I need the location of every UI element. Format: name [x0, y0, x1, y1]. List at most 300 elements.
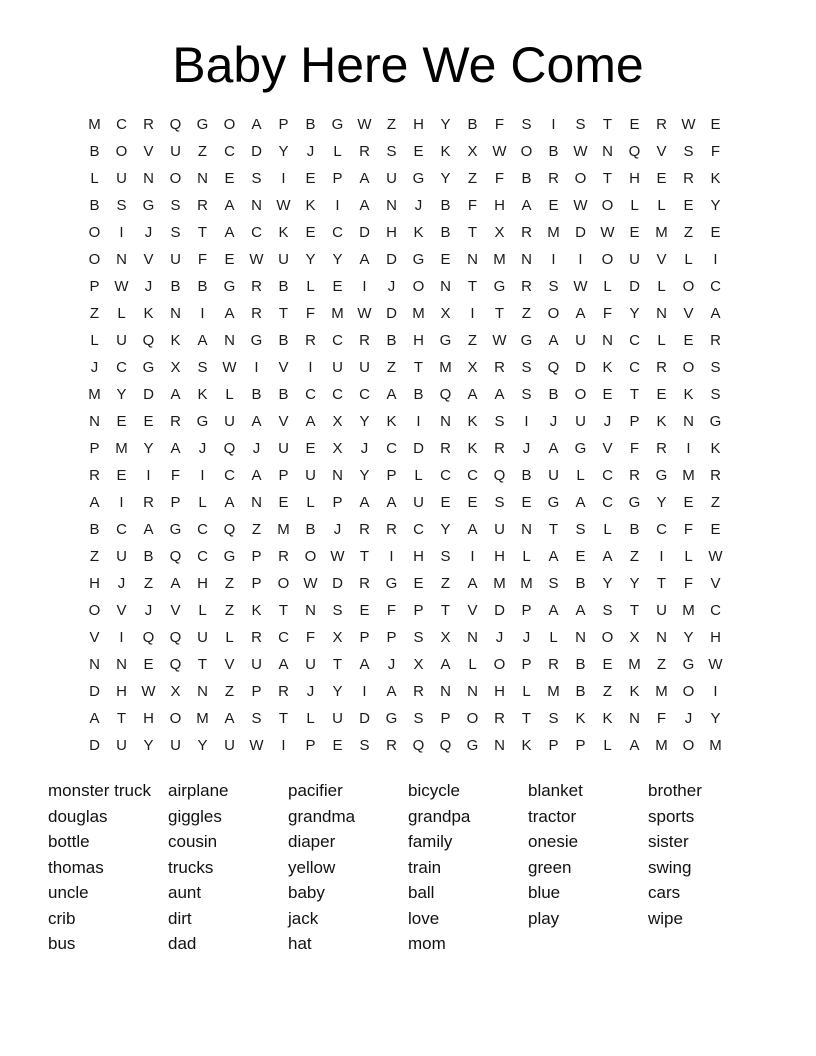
- grid-letter: R: [278, 548, 289, 565]
- word-list-item: blanket: [528, 781, 583, 800]
- grid-letter: L: [225, 386, 234, 403]
- grid-row: [81, 273, 729, 300]
- grid-letter: T: [467, 278, 478, 295]
- grid-letter: Y: [710, 197, 721, 214]
- grid-letter: B: [89, 197, 100, 214]
- grid-letter: O: [493, 656, 506, 673]
- grid-letter: G: [250, 332, 263, 349]
- grid-row: [81, 462, 729, 489]
- word-list-item: baby: [288, 883, 325, 902]
- grid-letter: M: [655, 737, 668, 754]
- grid-letter: U: [170, 251, 181, 268]
- grid-letter: L: [90, 332, 99, 349]
- grid-letter: H: [413, 116, 424, 133]
- grid-letter: G: [466, 737, 479, 754]
- grid-letter: R: [278, 683, 289, 700]
- grid-letter: J: [684, 710, 693, 727]
- grid-letter: J: [495, 629, 504, 646]
- grid-letter: Z: [467, 170, 478, 187]
- grid-letter: P: [278, 467, 289, 484]
- grid-letter: H: [116, 683, 127, 700]
- grid-letter: T: [521, 710, 532, 727]
- grid-letter: C: [602, 467, 613, 484]
- grid-letter: A: [224, 197, 235, 214]
- grid-letter: A: [197, 332, 208, 349]
- grid-letter: L: [603, 521, 612, 538]
- grid-letter: X: [413, 656, 424, 673]
- grid-letter: L: [603, 737, 612, 754]
- grid-letter: R: [548, 656, 559, 673]
- grid-letter: F: [602, 305, 613, 322]
- grid-letter: S: [170, 197, 181, 214]
- grid-letter: T: [656, 575, 667, 592]
- grid-letter: E: [440, 494, 451, 511]
- grid-letter: T: [413, 359, 424, 376]
- grid-letter: U: [116, 332, 127, 349]
- grid-letter: G: [655, 467, 668, 484]
- grid-letter: E: [143, 413, 154, 430]
- grid-letter: I: [200, 305, 205, 322]
- grid-letter: Y: [278, 143, 289, 160]
- grid-letter: Y: [710, 710, 721, 727]
- grid-letter: A: [224, 224, 235, 241]
- grid-letter: G: [574, 440, 587, 457]
- word-list-item: uncle: [48, 883, 89, 902]
- grid-letter: U: [575, 332, 586, 349]
- grid-letter: C: [629, 359, 640, 376]
- grid-letter: J: [144, 602, 153, 619]
- grid-letter: Y: [143, 440, 154, 457]
- grid-letter: T: [278, 305, 289, 322]
- grid-letter: E: [224, 251, 235, 268]
- grid-letter: N: [170, 305, 181, 322]
- grid-letter: H: [197, 575, 208, 592]
- grid-letter: A: [548, 332, 559, 349]
- grid-letter: J: [306, 683, 315, 700]
- grid-letter: S: [683, 143, 694, 160]
- grid-letter: B: [197, 278, 208, 295]
- grid-letter: R: [494, 359, 505, 376]
- grid-letter: K: [251, 602, 262, 619]
- grid-letter: E: [575, 548, 586, 565]
- grid-letter: M: [493, 575, 506, 592]
- grid-letter: Y: [602, 575, 613, 592]
- grid-letter: E: [683, 494, 694, 511]
- grid-letter: K: [602, 359, 613, 376]
- grid-letter: I: [281, 170, 286, 187]
- grid-letter: N: [629, 710, 640, 727]
- grid-letter: T: [548, 521, 559, 538]
- grid-letter: B: [629, 521, 640, 538]
- grid-letter: Q: [142, 332, 155, 349]
- page-title: Baby Here We Come: [172, 37, 644, 93]
- grid-letter: G: [547, 494, 560, 511]
- grid-letter: A: [359, 494, 370, 511]
- grid-letter: O: [520, 143, 533, 160]
- grid-letter: V: [602, 440, 613, 457]
- word-list-item: dad: [168, 934, 197, 953]
- grid-letter: K: [305, 197, 316, 214]
- grid-letter: R: [548, 170, 559, 187]
- grid-letter: D: [251, 143, 262, 160]
- grid-letter: Y: [629, 305, 640, 322]
- grid-letter: W: [330, 548, 345, 565]
- grid-letter: W: [249, 251, 264, 268]
- grid-letter: E: [305, 440, 316, 457]
- grid-letter: W: [573, 197, 588, 214]
- grid-letter: V: [467, 602, 478, 619]
- grid-letter: M: [196, 710, 209, 727]
- grid-letter: I: [389, 548, 394, 565]
- grid-letter: L: [522, 548, 531, 565]
- grid-letter: H: [494, 683, 505, 700]
- grid-letter: A: [494, 386, 505, 403]
- grid-letter: P: [575, 737, 586, 754]
- grid-letter: A: [251, 467, 262, 484]
- grid-letter: E: [629, 116, 640, 133]
- word-list-item: ball: [408, 883, 435, 902]
- grid-letter: A: [224, 494, 235, 511]
- grid-letter: G: [493, 278, 506, 295]
- grid-letter: M: [709, 737, 722, 754]
- grid-letter: C: [116, 521, 127, 538]
- grid-letter: Y: [332, 683, 343, 700]
- grid-letter: G: [709, 413, 722, 430]
- grid-letter: H: [413, 548, 424, 565]
- grid-letter: N: [116, 656, 127, 673]
- grid-letter: N: [521, 521, 532, 538]
- grid-letter: G: [331, 116, 344, 133]
- grid-letter: U: [116, 170, 127, 187]
- grid-letter: S: [548, 278, 559, 295]
- grid-letter: P: [278, 116, 289, 133]
- grid-letter: O: [277, 575, 290, 592]
- grid-letter: S: [521, 386, 532, 403]
- grid-letter: R: [683, 170, 694, 187]
- grid-letter: B: [575, 656, 586, 673]
- grid-letter: Z: [197, 143, 208, 160]
- grid-row: [81, 381, 729, 408]
- grid-letter: G: [412, 170, 425, 187]
- grid-letter: J: [252, 440, 261, 457]
- grid-letter: M: [547, 683, 560, 700]
- grid-letter: B: [278, 332, 289, 349]
- grid-letter: C: [440, 467, 451, 484]
- grid-letter: S: [521, 116, 532, 133]
- grid-letter: G: [520, 332, 533, 349]
- word-list-item: mom: [408, 934, 446, 953]
- word-list-item: green: [528, 857, 572, 877]
- grid-row: [81, 111, 729, 138]
- grid-letter: M: [412, 305, 425, 322]
- grid-letter: N: [656, 305, 667, 322]
- grid-letter: R: [170, 413, 181, 430]
- grid-letter: C: [251, 224, 262, 241]
- grid-letter: C: [332, 386, 343, 403]
- grid-letter: K: [197, 386, 208, 403]
- grid-letter: T: [332, 656, 343, 673]
- grid-letter: E: [278, 494, 289, 511]
- grid-letter: F: [494, 170, 505, 187]
- grid-letter: T: [602, 116, 613, 133]
- grid-letter: L: [549, 629, 558, 646]
- grid-letter: X: [467, 143, 478, 160]
- grid-letter: U: [305, 467, 316, 484]
- grid-letter: F: [629, 440, 640, 457]
- grid-letter: O: [169, 710, 182, 727]
- grid-letter: M: [628, 656, 641, 673]
- grid-letter: R: [251, 629, 262, 646]
- grid-letter: S: [251, 710, 262, 727]
- grid-letter: T: [494, 305, 505, 322]
- word-list-item: sister: [648, 832, 689, 851]
- grid-letter: N: [656, 629, 667, 646]
- grid-letter: N: [332, 467, 343, 484]
- grid-letter: C: [116, 359, 127, 376]
- grid-letter: I: [362, 683, 367, 700]
- grid-letter: A: [278, 656, 289, 673]
- grid-letter: U: [332, 710, 343, 727]
- grid-row: [81, 246, 729, 273]
- grid-letter: Z: [602, 683, 613, 700]
- grid-letter: G: [223, 548, 236, 565]
- grid-letter: B: [467, 116, 478, 133]
- grid-letter: R: [413, 683, 424, 700]
- grid-letter: D: [575, 359, 586, 376]
- grid-row: [81, 165, 729, 192]
- word-list-item: train: [408, 857, 442, 877]
- grid-letter: T: [629, 602, 640, 619]
- grid-letter: A: [521, 197, 532, 214]
- grid-letter: Q: [412, 737, 425, 754]
- word-list-item: sports: [648, 806, 695, 826]
- grid-letter: N: [440, 413, 451, 430]
- grid-letter: A: [170, 386, 181, 403]
- word-list-item: cars: [648, 883, 681, 902]
- grid-letter: D: [386, 251, 397, 268]
- grid-letter: L: [657, 197, 666, 214]
- grid-letter: T: [278, 710, 289, 727]
- grid-letter: X: [170, 683, 181, 700]
- grid-letter: E: [602, 386, 613, 403]
- grid-letter: S: [602, 602, 613, 619]
- grid-letter: L: [576, 467, 585, 484]
- word-list-item: thomas: [48, 857, 104, 877]
- grid-letter: B: [575, 683, 586, 700]
- grid-letter: Z: [224, 575, 235, 592]
- grid-letter: H: [413, 332, 424, 349]
- grid-letter: D: [332, 575, 343, 592]
- grid-letter: N: [197, 170, 208, 187]
- grid-letter: O: [601, 197, 614, 214]
- grid-letter: N: [467, 629, 478, 646]
- grid-row: [81, 327, 729, 354]
- grid-letter: S: [494, 494, 505, 511]
- word-list-item: giggles: [168, 806, 222, 826]
- grid-letter: X: [629, 629, 640, 646]
- grid-letter: A: [548, 548, 559, 565]
- grid-letter: E: [521, 494, 532, 511]
- grid-row: [81, 624, 729, 651]
- grid-letter: R: [521, 224, 532, 241]
- grid-letter: L: [90, 170, 99, 187]
- grid-letter: T: [278, 602, 289, 619]
- grid-letter: A: [548, 602, 559, 619]
- grid-letter: C: [656, 521, 667, 538]
- grid-letter: N: [305, 602, 316, 619]
- grid-letter: P: [251, 683, 262, 700]
- grid-letter: Y: [359, 467, 370, 484]
- grid-letter: Q: [223, 521, 236, 538]
- grid-letter: U: [251, 656, 262, 673]
- grid-letter: M: [277, 521, 290, 538]
- grid-letter: L: [684, 548, 693, 565]
- grid-letter: Z: [143, 575, 154, 592]
- grid-letter: Z: [683, 224, 694, 241]
- grid-letter: Y: [116, 386, 127, 403]
- grid-letter: U: [305, 656, 316, 673]
- grid-letter: F: [305, 305, 316, 322]
- grid-letter: I: [659, 548, 664, 565]
- grid-letter: K: [656, 413, 667, 430]
- grid-letter: P: [629, 413, 640, 430]
- grid-letter: U: [170, 737, 181, 754]
- grid-letter: N: [143, 170, 154, 187]
- grid-letter: U: [548, 467, 559, 484]
- grid-letter: Q: [223, 440, 236, 457]
- grid-letter: P: [251, 575, 262, 592]
- grid-letter: Z: [440, 575, 451, 592]
- grid-letter: A: [386, 683, 397, 700]
- grid-letter: N: [602, 332, 613, 349]
- grid-letter: K: [440, 143, 451, 160]
- grid-row: [81, 516, 729, 543]
- grid-letter: Y: [197, 737, 208, 754]
- grid-letter: P: [89, 278, 100, 295]
- grid-letter: V: [89, 629, 100, 646]
- word-list-item: crib: [48, 908, 76, 928]
- grid-letter: E: [359, 602, 370, 619]
- grid-letter: D: [89, 737, 100, 754]
- grid-letter: K: [467, 440, 478, 457]
- grid-letter: Z: [89, 305, 100, 322]
- grid-row: [81, 300, 729, 327]
- grid-letter: B: [521, 467, 532, 484]
- grid-letter: P: [386, 467, 397, 484]
- grid-letter: F: [710, 143, 721, 160]
- grid-letter: Z: [224, 683, 235, 700]
- grid-letter: Q: [169, 656, 182, 673]
- grid-letter: D: [386, 305, 397, 322]
- grid-letter: P: [332, 494, 343, 511]
- grid-letter: U: [197, 629, 208, 646]
- grid-letter: A: [305, 413, 316, 430]
- grid-letter: N: [251, 494, 262, 511]
- grid-letter: N: [575, 629, 586, 646]
- grid-letter: G: [385, 710, 398, 727]
- grid-letter: W: [357, 116, 372, 133]
- grid-letter: P: [440, 710, 451, 727]
- grid-letter: I: [119, 224, 124, 241]
- grid-letter: I: [119, 494, 124, 511]
- grid-letter: I: [308, 359, 313, 376]
- grid-letter: B: [305, 521, 316, 538]
- grid-letter: O: [601, 629, 614, 646]
- grid-row: [81, 489, 729, 516]
- grid-letter: M: [655, 224, 668, 241]
- grid-letter: L: [198, 602, 207, 619]
- grid-letter: E: [548, 197, 559, 214]
- grid-letter: L: [306, 494, 315, 511]
- grid-letter: Z: [386, 359, 397, 376]
- grid-letter: F: [467, 197, 478, 214]
- grid-letter: S: [575, 116, 586, 133]
- grid-letter: F: [170, 467, 181, 484]
- grid-letter: K: [386, 413, 397, 430]
- grid-letter: A: [224, 710, 235, 727]
- grid-letter: Z: [710, 494, 721, 511]
- grid-letter: E: [143, 656, 154, 673]
- grid-letter: T: [116, 710, 127, 727]
- grid-letter: J: [522, 629, 531, 646]
- grid-letter: M: [682, 602, 695, 619]
- grid-letter: S: [197, 359, 208, 376]
- word-list-item: play: [528, 908, 560, 928]
- grid-letter: C: [197, 548, 208, 565]
- grid-letter: L: [468, 656, 477, 673]
- grid-letter: J: [90, 359, 99, 376]
- grid-letter: J: [198, 440, 207, 457]
- grid-letter: E: [656, 170, 667, 187]
- grid-letter: K: [575, 710, 586, 727]
- grid-letter: N: [494, 737, 505, 754]
- grid-letter: H: [710, 629, 721, 646]
- grid-letter: F: [683, 575, 694, 592]
- grid-letter: P: [521, 656, 532, 673]
- grid-letter: B: [143, 548, 154, 565]
- grid-letter: A: [629, 737, 640, 754]
- grid-letter: A: [89, 710, 100, 727]
- grid-letter: L: [306, 710, 315, 727]
- grid-letter: B: [170, 278, 181, 295]
- grid-letter: P: [359, 629, 370, 646]
- grid-letter: K: [170, 332, 181, 349]
- grid-letter: G: [142, 197, 155, 214]
- grid-letter: A: [467, 575, 478, 592]
- grid-letter: A: [359, 170, 370, 187]
- grid-letter: N: [224, 332, 235, 349]
- grid-letter: G: [142, 359, 155, 376]
- grid-row: [81, 705, 729, 732]
- grid-letter: E: [683, 332, 694, 349]
- grid-letter: R: [629, 467, 640, 484]
- grid-letter: W: [492, 143, 507, 160]
- word-list-item: hat: [288, 934, 312, 953]
- grid-row: [81, 219, 729, 246]
- grid-letter: R: [359, 521, 370, 538]
- grid-letter: U: [575, 413, 586, 430]
- grid-letter: C: [224, 143, 235, 160]
- grid-letter: C: [386, 440, 397, 457]
- grid-letter: O: [88, 602, 101, 619]
- grid-letter: K: [683, 386, 694, 403]
- grid-letter: I: [200, 467, 205, 484]
- grid-letter: A: [143, 521, 154, 538]
- grid-letter: R: [494, 710, 505, 727]
- grid-letter: U: [224, 413, 235, 430]
- grid-letter: L: [117, 305, 126, 322]
- grid-letter: N: [197, 683, 208, 700]
